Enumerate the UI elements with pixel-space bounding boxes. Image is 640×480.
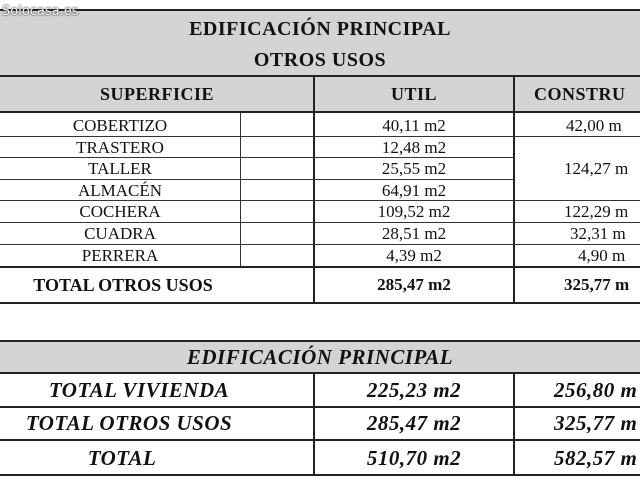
total-util: 285,47 m2 (377, 275, 451, 294)
row-label: TOTAL VIVIENDA (48, 378, 230, 402)
table1-row-divider (0, 244, 640, 245)
table1-row-divider (0, 200, 640, 201)
cell-construida: 122,29 m (564, 202, 629, 221)
row-construida: 582,57 m (554, 445, 638, 470)
table1-title: EDIFICACIÓN PRINCIPAL (189, 17, 451, 40)
header-superficie: SUPERFICIE (99, 83, 215, 104)
table1-subtitle-row (0, 45, 640, 77)
cell-util: 25,55 m2 (381, 159, 447, 178)
table-row (0, 223, 640, 245)
watermark-logo: Solocasa.es (2, 4, 79, 19)
row-label: TOTAL (87, 445, 157, 470)
cell-superficie: TALLER (88, 159, 152, 178)
header-construida: CONSTRU (534, 83, 626, 104)
cell-superficie: ALMACÉN (77, 180, 163, 200)
cell-util: 64,91 m2 (381, 180, 447, 200)
table-row (0, 407, 640, 440)
row-label: TOTAL OTROS USOS (25, 411, 233, 435)
table1-subtitle: OTROS USOS (253, 48, 387, 71)
merged-construida-row (0, 137, 640, 201)
table1-header-row (0, 77, 640, 113)
table2-col-divider (513, 374, 515, 476)
cell-construida: 42,00 m (566, 116, 622, 135)
row-construida: 256,80 m (554, 378, 638, 402)
table1-total-row (0, 266, 640, 304)
cell-util: 109,52 m2 (377, 202, 451, 221)
cell-superficie: COCHERA (79, 202, 161, 221)
row-util: 285,47 m2 (366, 411, 462, 435)
table2-row-divider (0, 406, 640, 408)
table2-row-divider (0, 439, 640, 441)
cell-util: 40,11 m2 (382, 116, 446, 135)
total-label: TOTAL OTROS USOS (33, 274, 213, 295)
table-row (0, 245, 640, 266)
table-row (0, 374, 640, 407)
cell-util: 12,48 m2 (381, 137, 447, 157)
table1-col-divider (513, 77, 515, 304)
row-construida: 325,77 m (554, 411, 638, 435)
table1-row-divider (0, 179, 514, 180)
cell-superficie: TRASTERO (76, 137, 164, 157)
table2-col-divider (313, 374, 315, 476)
cell-construida: 32,31 m (570, 224, 626, 243)
cell-superficie: PERRERA (81, 245, 159, 265)
table1-col-divider (313, 77, 315, 304)
cell-construida-merged: 124,27 m (564, 159, 629, 178)
total-construida: 325,77 m (564, 275, 630, 294)
cell-util: 28,51 m2 (381, 224, 447, 243)
cell-superficie: CUADRA (84, 224, 156, 243)
table1-row-divider (0, 136, 640, 137)
table2-title: EDIFICACIÓN PRINCIPAL (186, 344, 454, 369)
table1-row-divider (0, 157, 514, 158)
header-util: UTIL (390, 83, 437, 104)
cell-superficie: COBERTIZO (72, 116, 168, 135)
cell-util: 4,39 m2 (386, 245, 442, 265)
table2-title-row (0, 340, 640, 374)
table1-row-divider (0, 222, 640, 223)
table-row (0, 440, 640, 476)
table1-title-row (0, 9, 640, 49)
row-util: 225,23 m2 (366, 378, 462, 402)
cell-construida: 4,90 m (578, 245, 626, 265)
row-util: 510,70 m2 (366, 445, 462, 470)
table2-bottom-border (0, 474, 640, 476)
table-row (0, 115, 640, 137)
table-row (0, 201, 640, 223)
